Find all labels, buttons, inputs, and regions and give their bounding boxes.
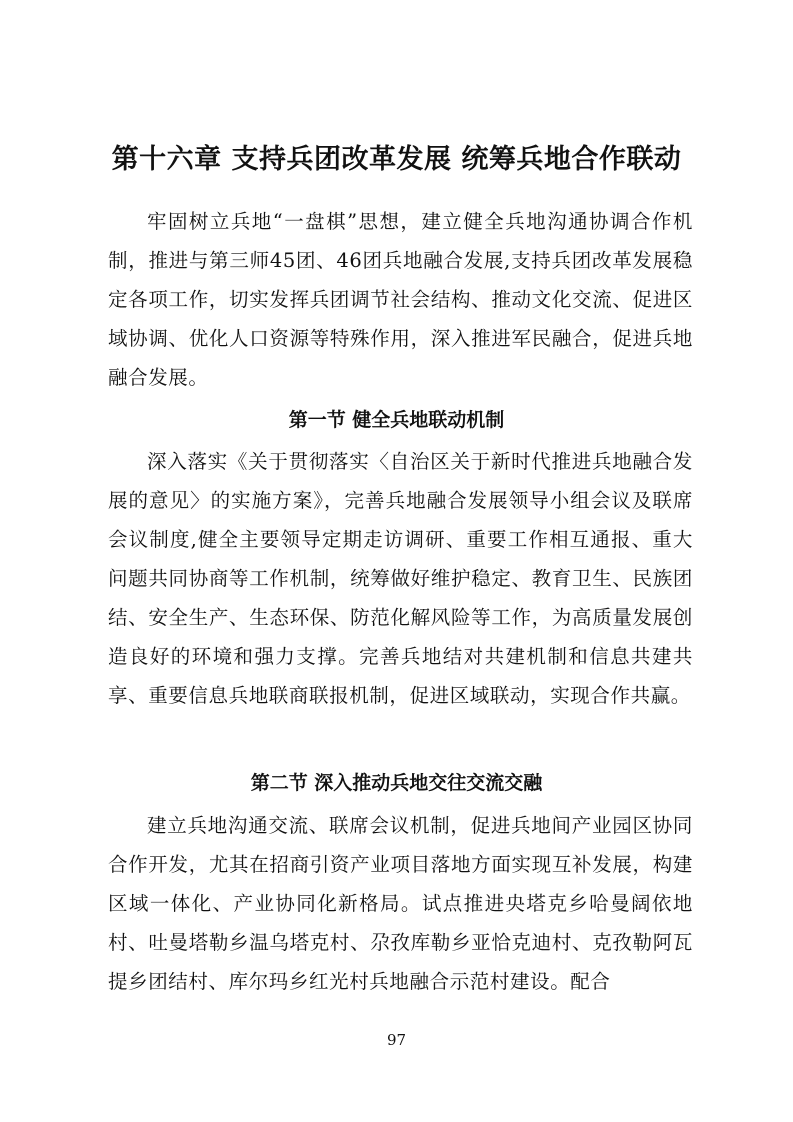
- page-number: 97: [386, 1031, 407, 1049]
- section-title-2: 第二节 深入推动兵地交往交流交融: [250, 772, 543, 794]
- chapter-title: 第十六章 支持兵团改革发展 统筹兵地合作联动: [111, 144, 682, 175]
- chapter-intro-paragraph: 牢固树立兵地“一盘棋”思想，建立健全兵地沟通协调合作机制，推进与第三师45团、46团兵地融合发展,支持兵团改革发展稳定各项工作，切实发挥兵团调节社会结构、推动文化交流、促进区域协调、优化人口资源等特殊作用，深入推进军民融合，促进兵地融合发展。: [108, 210, 693, 389]
- section-2-paragraph: 建立兵地沟通交流、联席会议机制，促进兵地间产业园区协同合作开发，尤其在招商引资产业项目落地方面实现互补发展，构建区域一体化、产业协同化新格局。试点推进央塔克乡哈曼阔依地村、吐曼塔勒乡温乌塔克村、尕孜库勒乡亚恰克迪村、克孜勒阿瓦提乡团结村、库尔玛乡红光村兵地融合示范村建设。配合: [108, 814, 693, 993]
- section-title-1: 第一节 健全兵地联动机制: [288, 409, 505, 431]
- section-1-paragraph: 深入落实《关于贯彻落实〈自治区关于新时代推进兵地融合发展的意见〉的实施方案》，完善兵地融合发展领导小组会议及联席会议制度,健全主要领导定期走访调研、重要工作相互通报、重大问题共同协商等工作机制，统筹做好维护稳定、教育卫生、民族团结、安全生产、生态环保、防范化解风险等工作，为高质量发展创造良好的环境和强力支撑。完善兵地结对共建机制和信息共建共享、重要信息兵地联商联报机制，促进区域联动，实现合作共赢。: [108, 450, 693, 707]
